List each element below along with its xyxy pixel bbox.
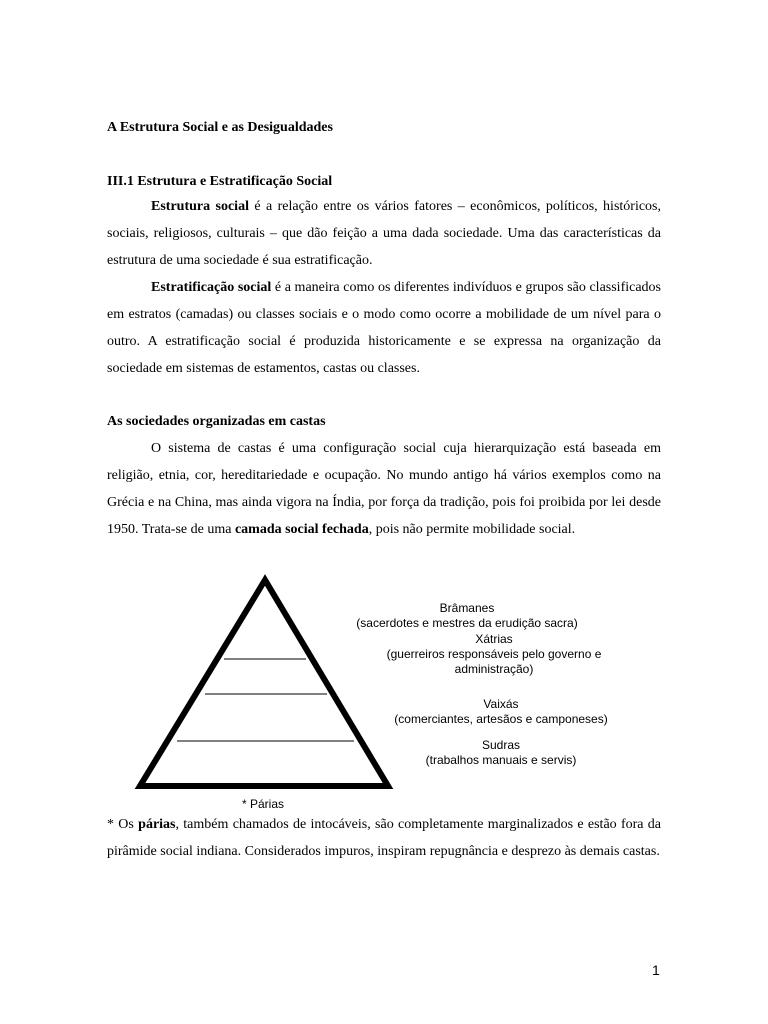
paragraph-text: é a relação entre os vários fatores – econômicos, políticos, históricos, sociais, religiosos, culturais – que dão feição a uma dada sociedade. Uma das características da estrutura de uma sociedade é sua estratificação. [107, 199, 661, 268]
term-closed-social-layer: camada social fechada [234, 522, 369, 537]
section-heading-structure: III.1 Estrutura e Estratificação Social [107, 174, 333, 189]
footnote-prefix: * Os [107, 817, 139, 832]
caste-label-parias: * Párias [242, 797, 285, 811]
caste-label-xatrias: Xátrias (guerreiros responsáveis pelo governo e administração) [386, 632, 602, 676]
footnote-text: , também chamados de intocáveis, são completamente marginalizados e estão fora da pirâmide social indiana. Considerados impuros, inspiram repugnância e desprezo às demais castas. [107, 817, 661, 859]
caste-label-bramanes: Brâmanes (sacerdotes e mestres da erudição sacra) [356, 601, 578, 630]
paragraph-text: O sistema de castas é uma configuração social cuja hierarquização está baseada em religião, etnia, cor, hereditariedade e ocupação. No mundo antigo há vários exemplos como na Grécia e na China, mas ainda vigora na Índia, por força da tradição, pois foi proibida por lei desde 1950. Trata-se de uma [107, 441, 661, 537]
paragraph-social-stratification [107, 274, 661, 382]
section-heading-castes: As sociedades organizadas em castas [107, 414, 326, 429]
paragraph-text: , pois não permite mobilidade social. [368, 522, 576, 537]
caste-label-vaixas: Vaixás (comerciantes, artesãos e camponeses) [394, 697, 608, 726]
term-social-structure: Estrutura social [151, 199, 249, 214]
paragraph-text: é a maneira como os diferentes indivíduos e grupos são classificados em estratos (camadas) ou classes sociais e o modo como ocorre a mobilidade de um nível para o outro. A estratificação social é produzida historicamente e se expressa na organização da sociedade em sistemas de estamentos, castas ou classes. [107, 280, 662, 376]
footnote-parias [107, 811, 661, 865]
document-title: A Estrutura Social e as Desigualdades [107, 120, 333, 135]
caste-label-sudras: Sudras (trabalhos manuais e servis) [425, 738, 577, 767]
paragraph-social-structure [107, 193, 661, 274]
term-social-stratification: Estratificação social [151, 280, 272, 295]
term-parias: párias [138, 817, 176, 832]
paragraph-caste-system [107, 435, 661, 543]
page-number: 1 [652, 962, 660, 978]
